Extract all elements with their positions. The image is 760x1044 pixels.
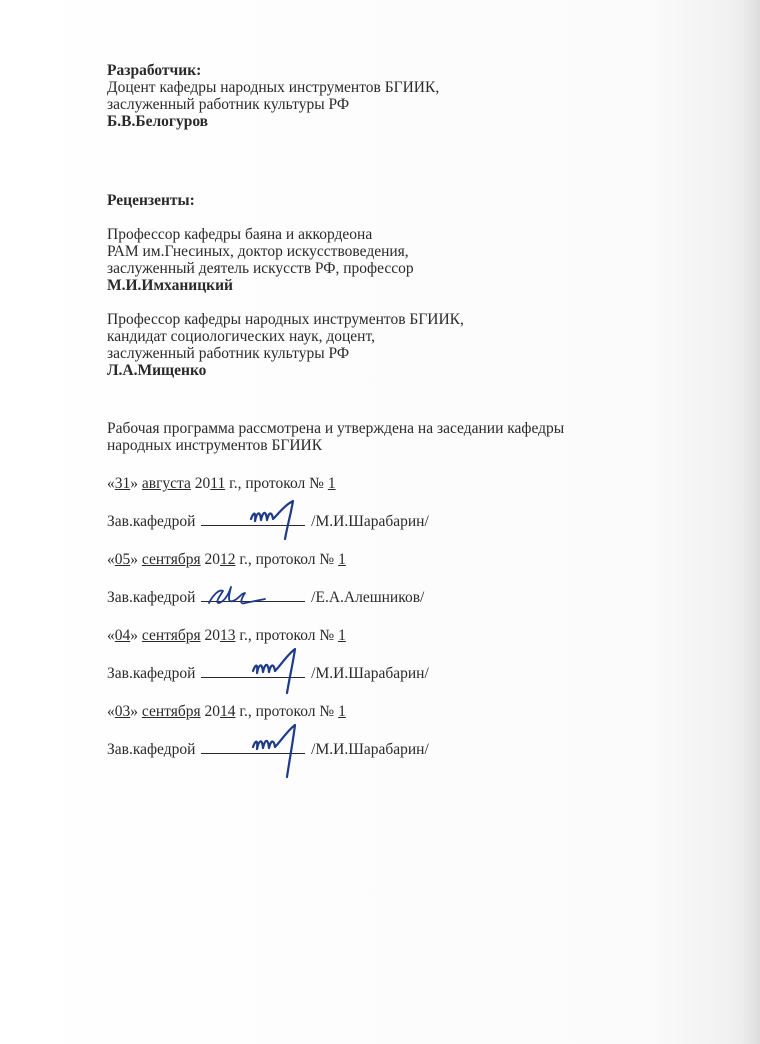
record-protocol-label: г., протокол № (235, 627, 339, 644)
head-title: Зав.кафедрой (107, 513, 196, 530)
record-protocol-number: 1 (338, 551, 346, 568)
record-year-prefix: 20 (200, 703, 220, 720)
record-year-prefix: 20 (200, 551, 220, 568)
record-day: 03 (114, 703, 131, 720)
quote-open: « (107, 475, 115, 492)
developer-heading: Разработчик: (107, 62, 202, 79)
record-protocol-label: г., протокол № (235, 551, 339, 568)
record-day: 31 (114, 475, 131, 492)
protocol-record-2 (107, 551, 707, 568)
signature-mark (247, 723, 317, 779)
head-title: Зав.кафедрой (107, 741, 196, 758)
protocol-record-1 (107, 475, 707, 492)
record-month: сентября (141, 627, 201, 644)
quote-close: » (130, 703, 142, 720)
reviewer2-name: Л.А.Мищенко (107, 362, 207, 379)
reviewers-heading: Рецензенты: (107, 192, 195, 209)
record-year-suffix: 14 (219, 703, 236, 720)
signature-mark (205, 579, 275, 611)
reviewer2-position: Профессор кафедры народных инструментов БГИИК, (107, 311, 464, 328)
quote-open: « (107, 551, 115, 568)
quote-close: » (130, 475, 142, 492)
record-protocol-number: 1 (327, 475, 336, 492)
record-year-prefix: 20 (200, 627, 220, 644)
record-protocol-number: 1 (338, 703, 346, 720)
signature-row-3 (107, 665, 707, 682)
record-month: сентября (141, 551, 201, 568)
quote-close: » (130, 551, 142, 568)
record-protocol-number: 1 (338, 627, 346, 644)
head-title: Зав.кафедрой (107, 665, 196, 682)
record-year-suffix: 12 (219, 551, 236, 568)
approval-line-1: Рабочая программа рассмотрена и утверждена на заседании кафедры (107, 420, 565, 437)
record-protocol-label: г., протокол № (235, 703, 339, 720)
signature-mark (247, 647, 317, 695)
reviewer1-position: Профессор кафедры баяна и аккордеона (107, 226, 373, 243)
reviewer2-degree: кандидат социологических наук, доцент, (107, 328, 375, 345)
page-edge-shadow (742, 0, 760, 1044)
reviewer1-name: М.И.Имханицкий (107, 277, 233, 294)
reviewer1-title: заслуженный деятель искусств РФ, профессор (107, 260, 414, 277)
protocol-record-4 (107, 703, 707, 720)
quote-close: » (130, 627, 142, 644)
quote-open: « (107, 703, 115, 720)
record-day: 05 (114, 551, 131, 568)
signature-mark (245, 499, 315, 543)
head-title: Зав.кафедрой (107, 589, 196, 606)
reviewer1-institution: РАМ им.Гнесиных, доктор искусствоведения, (107, 243, 409, 260)
document-content (107, 62, 707, 758)
protocol-record-3 (107, 627, 707, 644)
record-year-prefix: 20 (190, 475, 211, 492)
signer-name: /М.И.Шарабарин/ (311, 741, 429, 758)
record-month: августа (141, 475, 191, 492)
signer-name: /М.И.Шарабарин/ (311, 513, 429, 530)
developer-title: заслуженный работник культуры РФ (107, 96, 350, 113)
record-day: 04 (114, 627, 131, 644)
record-protocol-label: г., протокол № (225, 475, 328, 492)
signature-row-4 (107, 741, 707, 758)
developer-position: Доцент кафедры народных инструментов БГИИК, (107, 79, 440, 96)
quote-open: « (107, 627, 115, 644)
signer-name: /Е.А.Алешников/ (311, 589, 425, 606)
reviewer2-title: заслуженный работник культуры РФ (107, 345, 350, 362)
record-year-suffix: 13 (219, 627, 236, 644)
approval-line-2: народных инструментов БГИИК (107, 437, 323, 454)
signature-row-1 (107, 513, 707, 530)
record-month: сентября (141, 703, 201, 720)
signature-row-2 (107, 589, 707, 606)
signer-name: /М.И.Шарабарин/ (311, 665, 429, 682)
record-year-suffix: 11 (210, 475, 226, 492)
developer-name: Б.В.Белогуров (107, 113, 209, 130)
